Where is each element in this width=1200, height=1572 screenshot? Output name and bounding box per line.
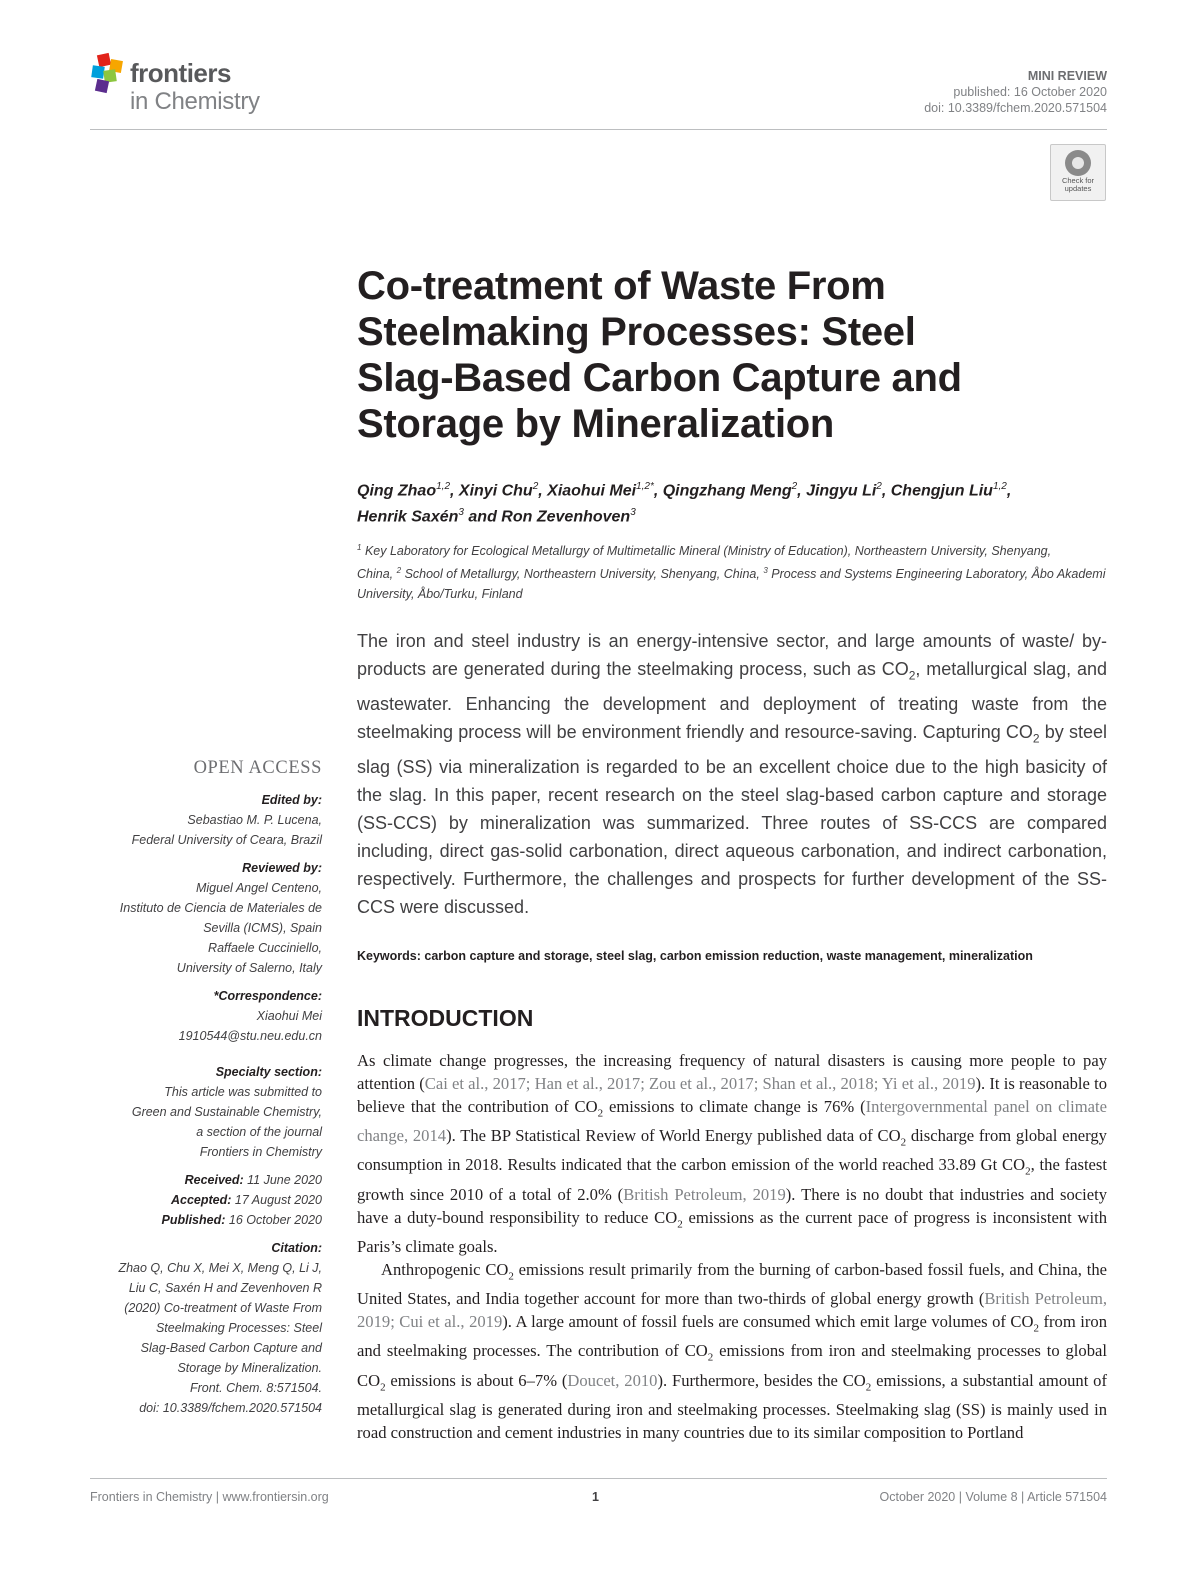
editor: Sebastiao M. P. Lucena, <box>187 813 322 827</box>
citation-text: Steelmaking Processes: Steel <box>155 1321 322 1335</box>
affiliation-3: Process and Systems Engineering Laboratory, Åbo Akademi University, Åbo/Turku, Finland <box>357 567 1106 602</box>
keywords-text: carbon capture and storage, steel slag, carbon emission reduction, waste management, mineralization <box>424 949 1033 963</box>
citation-text: Liu C, Saxén H and Zevenhoven R <box>128 1281 322 1295</box>
citation-link[interactable]: Doucet, 2010 <box>567 1370 658 1390</box>
published-date-sidebar: Published: 16 October 2020 <box>161 1213 322 1227</box>
open-access-label: OPEN ACCESS <box>193 758 322 778</box>
citation-text: Front. Chem. 8:571504. <box>189 1381 322 1395</box>
brand-name: frontiers <box>130 58 231 88</box>
author-name[interactable]: Qing Zhao <box>357 482 437 500</box>
accepted-date: Accepted: 17 August 2020 <box>170 1193 322 1207</box>
abstract: The iron and steel industry is an energy-intensive sector, and large amounts of waste/ by-products are generated during the steelmaking process, such as $CO_2$, metallurgical slag, and wastewater. Enhancing the development and deployment of treating waste from the steelmaking process will be environment friendly and resource-saving. Capturing $CO_2$ by steel slag (SS) via mineralization is regarded to be an excellent choice due to the high basicity of the slag. In this paper, recent research on the steel slag-based carbon capture and storage (SS-CCS) by mineralization was summarized. Three routes of SS-CCS are compared including, direct gas-solid carbonation, direct aqueous carbonation, and indirect carbonation, respectively. Furthermore, the challenges and prospects for further development of the SS-CCS were discussed. <box>357 631 1107 918</box>
footer-journal-link[interactable]: Frontiers in Chemistry | www.frontiersin.org <box>90 1490 329 1504</box>
subscript: 2 <box>900 1136 907 1149</box>
author-affiliation-marker: 1,2 <box>436 481 451 492</box>
author-affiliation-marker: 2 <box>791 481 798 492</box>
article-title <box>357 263 1107 447</box>
corresponding-email-link[interactable]: 1910544@stu.neu.edu.cn <box>178 1029 322 1043</box>
article-info-sidebar <box>72 758 322 1418</box>
citation-link[interactable]: British Petroleum, 2019; Cui et al., 2019 <box>357 1289 1107 1332</box>
author-name[interactable]: Ron Zevenhoven <box>501 508 631 526</box>
section-heading: INTRODUCTION <box>357 1005 534 1031</box>
title-line: Steelmaking Processes: Steel <box>357 310 916 354</box>
specialty-text: This article was submitted to <box>164 1085 322 1099</box>
body-text <box>357 1050 1107 1445</box>
subscript: 2 <box>1033 1322 1039 1335</box>
journal-name: in Chemistry <box>130 88 260 115</box>
editor-affiliation: Federal University of Ceara, Brazil <box>131 833 322 847</box>
subscript: 2 <box>508 1270 514 1283</box>
author-name[interactable]: Jingyu Li <box>806 482 877 500</box>
reviewed-by-heading: Reviewed by: <box>242 861 322 875</box>
abstract-text: , metallurgical slag, and wastewater. Enhancing the development and deployment of treating waste from the steelmaking process will be environment friendly and resource-saving. Capturing CO <box>357 659 1107 742</box>
citation-link[interactable]: British Petroleum, 2019 <box>623 1184 786 1204</box>
specialty-text: a section of the journal <box>196 1125 322 1139</box>
check-label-1: Check for <box>1061 176 1095 185</box>
reviewer-affiliation: Instituto de Ciencia de Materiales de <box>119 901 322 915</box>
subscript: 2 <box>865 1380 872 1393</box>
edited-by-heading: Edited by: <box>261 793 322 807</box>
received-date: Received: 11 June 2020 <box>184 1173 322 1187</box>
keywords-label: Keywords: <box>357 949 421 963</box>
affiliations <box>357 538 1109 604</box>
subscript: 2 <box>677 1217 683 1230</box>
affiliation-1: Key Laboratory for Ecological Metallurgy of Multimetallic Mineral (Ministry of Education), Northeastern University, Shenyang, China, <box>357 544 1052 582</box>
footer-divider <box>90 1478 1107 1479</box>
footer-issue-info: October 2020 | Volume 8 | Article 571504 <box>879 1490 1107 1504</box>
specialty-heading: Specialty section: <box>215 1065 322 1079</box>
corresponding-author: Xiaohui Mei <box>256 1009 322 1023</box>
citation-text: Zhao Q, Chu X, Mei X, Meng Q, Li J, <box>118 1261 322 1275</box>
keywords <box>357 948 1109 964</box>
author-affiliation-marker: 3 <box>630 507 636 519</box>
reviewer: Raffaele Cucciniello, <box>208 941 322 955</box>
published-date: published: 16 October 2020 <box>953 85 1107 99</box>
page-number: 1 <box>592 1490 599 1504</box>
article-type: MINI REVIEW <box>1027 69 1107 83</box>
check-label-2: updates <box>1064 184 1092 193</box>
citation-heading: Citation: <box>271 1241 322 1255</box>
citation-text: (2020) Co-treatment of Waste From <box>124 1301 322 1315</box>
header-divider <box>90 129 1107 130</box>
author-list: Qing Zhao$^{1,2}$, Xinyi Chu$^2$, Xiaohui Mei$^{1,2*}$, Qingzhang Meng$^2$, Jingyu Li$^2$, Chengjun Liu$^{1,2}$, Henrik Saxén$^3$ and Ron Zevenhoven$^3$ <box>357 481 1012 526</box>
paragraph: Anthropogenic $CO_2$ emissions result primarily from the burning of carbon-based fossil fuels, and China, the United States, and India together account for more than two-thirds of global energy growth (British Petroleum, 2019; Cui et al., 2019). A large amount of fossil fuels are consumed which emit large volumes of $CO_2$ from iron and steelmaking processes. The contribution of $CO_2$ emissions from iron and steelmaking processes to global $CO_2$ emissions is about 6–7% (Doucet, 2010). Furthermore, besides the $CO_2$ emissions, a substantial amount of metallurgical slag is generated during iron and steelmaking processes. Steelmaking slag (SS) is mainly used in road construction and cement industries in many countries due to its similar composition to Portland <box>357 1259 1107 1442</box>
author-affiliation-marker: 2 <box>532 481 539 492</box>
affiliation-2: School of Metallurgy, Northeastern University, Shenyang, China, <box>404 567 760 582</box>
author-affiliation-marker: 3 <box>458 507 464 519</box>
specialty-text: Green and Sustainable Chemistry, <box>131 1105 322 1119</box>
frontiers-logo-icon <box>90 52 126 96</box>
affil-marker: 2 <box>396 566 402 576</box>
update-badge-icon <box>1065 150 1091 176</box>
journal-logo[interactable] <box>90 52 320 122</box>
check-for-updates-button[interactable] <box>1050 144 1106 201</box>
affil-marker: 3 <box>763 566 768 576</box>
citation-text: Slag-Based Carbon Capture and <box>140 1341 322 1355</box>
citation-link[interactable]: Intergovernmental panel on climate change, 2014 <box>357 1096 1107 1146</box>
reviewer-affiliation: Sevilla (ICMS), Spain <box>203 921 322 935</box>
article-meta <box>924 68 1107 116</box>
title-line: Slag-Based Carbon Capture and <box>357 356 962 400</box>
abstract-text: The iron and steel industry is an energy-intensive sector, and large amounts of waste/ by-products are generated during the steelmaking process, such as CO <box>357 631 1107 680</box>
title-line: Co-treatment of Waste From <box>357 264 886 308</box>
author-affiliation-marker: 2 <box>876 481 882 492</box>
affil-marker: 1 <box>357 543 362 552</box>
citation-link[interactable]: Cai et al., 2017; Han et al., 2017; Zou et al., 2017; Shan et al., 2018; Yi et al., 2019 <box>424 1073 976 1093</box>
author-affiliation-marker: 1,2 <box>992 481 1007 492</box>
author-name[interactable]: Qingzhang Meng <box>662 482 792 500</box>
title-line: Storage by Mineralization <box>357 402 835 446</box>
specialty-text: Frontiers in Chemistry <box>199 1145 322 1159</box>
paragraph: As climate change progresses, the increasing frequency of natural disasters is causing more people to pay attention (Cai et al., 2017; Han et al., 2017; Zou et al., 2017; Shan et al., 2018; Yi et al., 2019). It is reasonable to believe that the contribution of $CO_2$ emissions to climate change is 76% (Intergovernmental panel on climate change, 2014). The BP Statistical Review of World Energy published data of $CO_2$ discharge from global energy consumption in 2018. Results indicated that the carbon emission of the world reached 33.89 Gt $CO_2$, the fastest growth since 2010 of a total of 2.0% (British Petroleum, 2019). There is no doubt that industries and society have a duty-bound responsibility to reduce $CO_2$ emissions as the current pace of progress is inconsistent with Paris’s climate goals. <box>357 1051 1107 1256</box>
doi[interactable]: doi: 10.3389/fchem.2020.571504 <box>924 101 1107 115</box>
citation-text: Storage by Mineralization. <box>177 1361 322 1375</box>
correspondence-heading: *Correspondence: <box>213 989 322 1003</box>
author-affiliation-marker: 1,2* <box>636 481 654 492</box>
reviewer: Miguel Angel Centeno, <box>195 881 322 895</box>
abstract-text: by steel slag (SS) via mineralization is regarded to be an excellent choice due to the high basicity of the slag. In this paper, recent research on the steel slag-based carbon capture and storage (SS-CCS) by mineralization was summarized. Three routes of SS-CCS are compared including, direct gas-solid carbonation, direct aqueous carbonation, and indirect carbonation, respectively. Furthermore, the challenges and prospects for further development of the SS-CCS were discussed. <box>357 721 1107 918</box>
subscript: 2 <box>380 1380 386 1393</box>
author-name[interactable]: Chengjun Liu <box>890 482 993 500</box>
subscript: 2 <box>707 1351 714 1364</box>
author-name[interactable]: Xinyi Chu <box>458 482 533 500</box>
reviewer-affiliation: University of Salerno, Italy <box>176 961 322 975</box>
subscript: 2 <box>1025 1165 1031 1178</box>
citation-doi-link[interactable]: doi: 10.3389/fchem.2020.571504 <box>139 1401 322 1415</box>
subscript: 2 <box>597 1107 604 1120</box>
author-name[interactable]: Henrik Saxén <box>357 508 459 526</box>
author-name[interactable]: Xiaohui Mei <box>547 482 637 500</box>
